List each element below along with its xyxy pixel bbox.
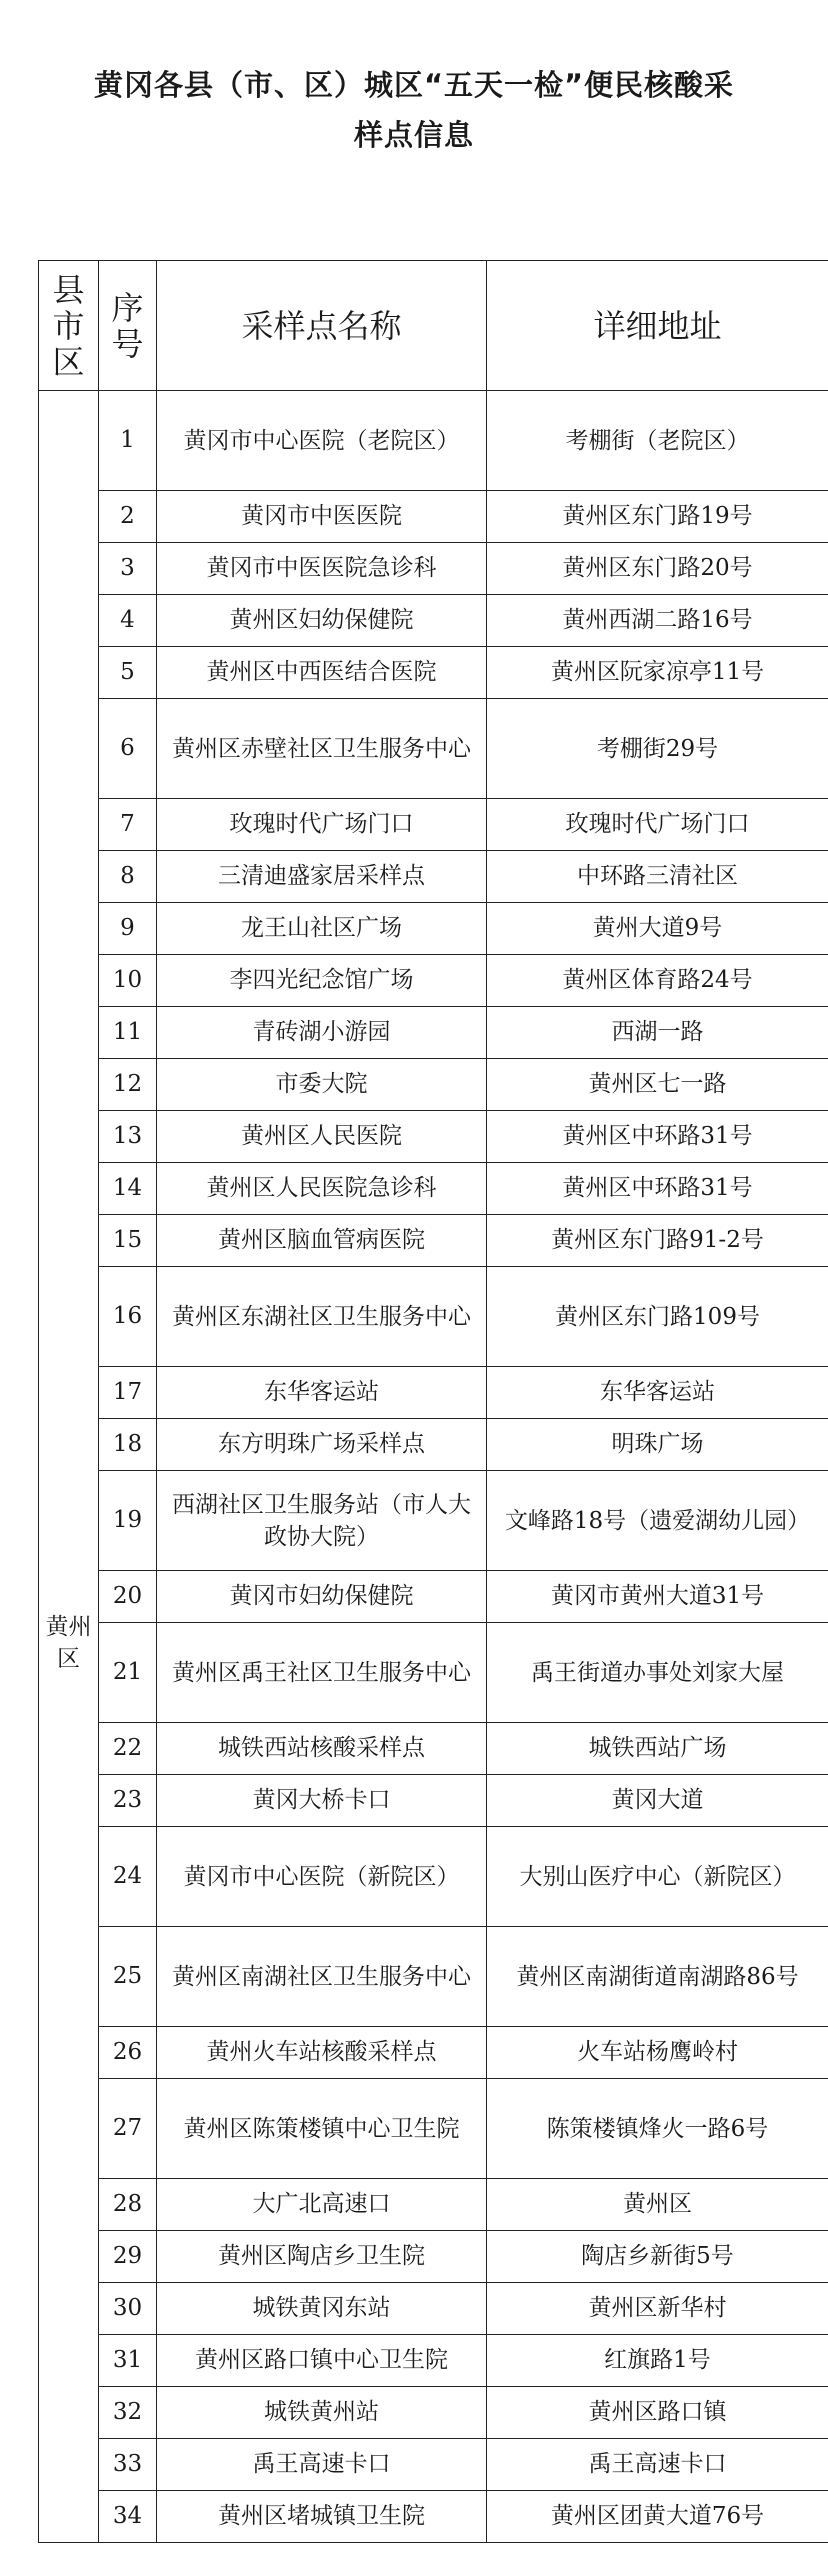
table-row bbox=[39, 1571, 828, 1623]
row-site-name: 黄州区赤壁社区卫生服务中心 bbox=[157, 699, 487, 799]
row-seq: 17 bbox=[99, 1367, 157, 1419]
row-site-name: 龙王山社区广场 bbox=[157, 903, 487, 955]
table-row bbox=[39, 699, 828, 799]
row-seq: 26 bbox=[99, 2027, 157, 2079]
row-seq: 5 bbox=[99, 647, 157, 699]
row-site-name: 三清迪盛家居采样点 bbox=[157, 851, 487, 903]
header-district-char-2: 市 bbox=[52, 306, 85, 345]
row-site-name: 东方明珠广场采样点 bbox=[157, 1419, 487, 1471]
row-seq: 21 bbox=[99, 1623, 157, 1723]
row-address: 考棚街（老院区） bbox=[487, 391, 828, 491]
row-seq: 14 bbox=[99, 1163, 157, 1215]
table-row bbox=[39, 2179, 828, 2231]
row-site-name: 黄州区禹王社区卫生服务中心 bbox=[157, 1623, 487, 1723]
row-address: 黄州大道9号 bbox=[487, 903, 828, 955]
row-site-name: 禹王高速卡口 bbox=[157, 2439, 487, 2491]
row-site-name: 东华客运站 bbox=[157, 1367, 487, 1419]
row-site-name: 城铁黄州站 bbox=[157, 2387, 487, 2439]
table-row bbox=[39, 1827, 828, 1927]
row-address: 禹王街道办事处刘家大屋 bbox=[487, 1623, 828, 1723]
row-seq: 2 bbox=[99, 491, 157, 543]
row-seq: 12 bbox=[99, 1059, 157, 1111]
row-site-name: 黄冈大桥卡口 bbox=[157, 1775, 487, 1827]
row-address: 黄州区新华村 bbox=[487, 2283, 828, 2335]
row-address: 明珠广场 bbox=[487, 1419, 828, 1471]
row-site-name: 黄州区堵城镇卫生院 bbox=[157, 2491, 487, 2543]
table-row bbox=[39, 647, 828, 699]
header-district-char-1: 县 bbox=[52, 270, 85, 309]
row-site-name: 黄冈市中医医院急诊科 bbox=[157, 543, 487, 595]
row-site-name: 城铁西站核酸采样点 bbox=[157, 1723, 487, 1775]
header-district bbox=[39, 261, 99, 391]
row-site-name: 黄冈市中医医院 bbox=[157, 491, 487, 543]
row-seq: 1 bbox=[99, 391, 157, 491]
district-char: 黄州 bbox=[45, 1614, 92, 1640]
row-address: 黄州区中环路31号 bbox=[487, 1163, 828, 1215]
district-char: 区 bbox=[57, 1646, 80, 1672]
table-row bbox=[39, 799, 828, 851]
row-site-name: 城铁黄冈东站 bbox=[157, 2283, 487, 2335]
table-row bbox=[39, 1623, 828, 1723]
row-seq: 29 bbox=[99, 2231, 157, 2283]
row-site-name: 黄冈市中心医院（老院区） bbox=[157, 391, 487, 491]
sampling-sites-table bbox=[38, 260, 828, 2543]
row-address: 西湖一路 bbox=[487, 1007, 828, 1059]
row-seq: 25 bbox=[99, 1927, 157, 2027]
table-row bbox=[39, 1267, 828, 1367]
row-site-name: 黄冈市中心医院（新院区） bbox=[157, 1827, 487, 1927]
row-address: 大别山医疗中心（新院区） bbox=[487, 1827, 828, 1927]
row-seq: 11 bbox=[99, 1007, 157, 1059]
row-address: 黄州区中环路31号 bbox=[487, 1111, 828, 1163]
row-seq: 10 bbox=[99, 955, 157, 1007]
table-row bbox=[39, 1007, 828, 1059]
row-site-name: 青砖湖小游园 bbox=[157, 1007, 487, 1059]
header-name: 采样点名称 bbox=[157, 261, 487, 391]
row-address: 黄州区东门路20号 bbox=[487, 543, 828, 595]
row-address: 黄州区东门路19号 bbox=[487, 491, 828, 543]
row-seq: 15 bbox=[99, 1215, 157, 1267]
header-district-char-3: 区 bbox=[52, 342, 85, 381]
table-row bbox=[39, 2027, 828, 2079]
row-seq: 23 bbox=[99, 1775, 157, 1827]
row-site-name: 大广北高速口 bbox=[157, 2179, 487, 2231]
row-seq: 18 bbox=[99, 1419, 157, 1471]
row-seq: 13 bbox=[99, 1111, 157, 1163]
table-row bbox=[39, 1419, 828, 1471]
row-address: 禹王高速卡口 bbox=[487, 2439, 828, 2491]
table-row bbox=[39, 491, 828, 543]
row-seq: 9 bbox=[99, 903, 157, 955]
row-seq: 4 bbox=[99, 595, 157, 647]
table-header-row bbox=[39, 261, 828, 391]
row-address: 陶店乡新街5号 bbox=[487, 2231, 828, 2283]
table-row bbox=[39, 2439, 828, 2491]
row-seq: 19 bbox=[99, 1471, 157, 1571]
row-seq: 8 bbox=[99, 851, 157, 903]
row-address: 东华客运站 bbox=[487, 1367, 828, 1419]
header-seq bbox=[99, 261, 157, 391]
row-address: 黄州西湖二路16号 bbox=[487, 595, 828, 647]
table-row bbox=[39, 2491, 828, 2543]
table-row bbox=[39, 1367, 828, 1419]
header-seq-char-2: 号 bbox=[111, 324, 144, 363]
table-row bbox=[39, 1215, 828, 1267]
table-row bbox=[39, 1059, 828, 1111]
row-site-name: 黄州区中西医结合医院 bbox=[157, 647, 487, 699]
row-site-name: 黄州区人民医院急诊科 bbox=[157, 1163, 487, 1215]
table-row bbox=[39, 1111, 828, 1163]
row-address: 黄州区七一路 bbox=[487, 1059, 828, 1111]
table-row bbox=[39, 1775, 828, 1827]
row-seq: 7 bbox=[99, 799, 157, 851]
table-row bbox=[39, 595, 828, 647]
row-site-name: 黄州区脑血管病医院 bbox=[157, 1215, 487, 1267]
row-seq: 3 bbox=[99, 543, 157, 595]
row-seq: 27 bbox=[99, 2079, 157, 2179]
row-site-name: 黄州区东湖社区卫生服务中心 bbox=[157, 1267, 487, 1367]
row-site-name: 市委大院 bbox=[157, 1059, 487, 1111]
row-address: 黄州区东门路109号 bbox=[487, 1267, 828, 1367]
row-seq: 34 bbox=[99, 2491, 157, 2543]
table-row bbox=[39, 1163, 828, 1215]
row-address: 黄州区南湖街道南湖路86号 bbox=[487, 1927, 828, 2027]
table-row bbox=[39, 903, 828, 955]
row-address: 中环路三清社区 bbox=[487, 851, 828, 903]
row-seq: 6 bbox=[99, 699, 157, 799]
row-address: 黄冈大道 bbox=[487, 1775, 828, 1827]
row-site-name: 黄冈市妇幼保健院 bbox=[157, 1571, 487, 1623]
row-seq: 20 bbox=[99, 1571, 157, 1623]
row-address: 黄州区团黄大道76号 bbox=[487, 2491, 828, 2543]
table-row bbox=[39, 2231, 828, 2283]
row-site-name: 李四光纪念馆广场 bbox=[157, 955, 487, 1007]
page-title bbox=[30, 60, 798, 160]
row-seq: 32 bbox=[99, 2387, 157, 2439]
row-address: 黄州区东门路91-2号 bbox=[487, 1215, 828, 1267]
table-row bbox=[39, 955, 828, 1007]
table-row bbox=[39, 851, 828, 903]
table-row bbox=[39, 1723, 828, 1775]
row-address: 红旗路1号 bbox=[487, 2335, 828, 2387]
row-address: 黄州区体育路24号 bbox=[487, 955, 828, 1007]
row-seq: 28 bbox=[99, 2179, 157, 2231]
title-line-2: 样点信息 bbox=[353, 118, 474, 152]
row-site-name: 黄州区陈策楼镇中心卫生院 bbox=[157, 2079, 487, 2179]
row-seq: 30 bbox=[99, 2283, 157, 2335]
row-address: 玫瑰时代广场门口 bbox=[487, 799, 828, 851]
row-site-name: 黄州区路口镇中心卫生院 bbox=[157, 2335, 487, 2387]
table-row bbox=[39, 2387, 828, 2439]
row-seq: 31 bbox=[99, 2335, 157, 2387]
row-address: 考棚街29号 bbox=[487, 699, 828, 799]
table-row bbox=[39, 1471, 828, 1571]
table-row bbox=[39, 2335, 828, 2387]
row-site-name: 黄州区妇幼保健院 bbox=[157, 595, 487, 647]
header-address: 详细地址 bbox=[487, 261, 828, 391]
row-site-name: 黄州火车站核酸采样点 bbox=[157, 2027, 487, 2079]
row-site-name: 黄州区陶店乡卫生院 bbox=[157, 2231, 487, 2283]
row-site-name: 西湖社区卫生服务站（市人大政协大院） bbox=[157, 1471, 487, 1571]
row-seq: 16 bbox=[99, 1267, 157, 1367]
row-site-name: 玫瑰时代广场门口 bbox=[157, 799, 487, 851]
district-cell bbox=[39, 391, 99, 2543]
table-row bbox=[39, 391, 828, 491]
row-address: 文峰路18号（遗爱湖幼儿园） bbox=[487, 1471, 828, 1571]
row-seq: 33 bbox=[99, 2439, 157, 2491]
table-row bbox=[39, 1927, 828, 2027]
row-seq: 22 bbox=[99, 1723, 157, 1775]
row-seq: 24 bbox=[99, 1827, 157, 1927]
row-site-name: 黄州区南湖社区卫生服务中心 bbox=[157, 1927, 487, 2027]
table-row bbox=[39, 2079, 828, 2179]
row-address: 黄州区阮家凉亭11号 bbox=[487, 647, 828, 699]
row-address: 黄州区路口镇 bbox=[487, 2387, 828, 2439]
table-row bbox=[39, 2283, 828, 2335]
row-address: 火车站杨鹰岭村 bbox=[487, 2027, 828, 2079]
row-site-name: 黄州区人民医院 bbox=[157, 1111, 487, 1163]
table-body bbox=[39, 391, 828, 2543]
header-seq-char-1: 序 bbox=[111, 288, 144, 327]
table-row bbox=[39, 543, 828, 595]
row-address: 黄冈市黄州大道31号 bbox=[487, 1571, 828, 1623]
title-line-1: 黄冈各县（市、区）城区“五天一检”便民核酸采 bbox=[93, 68, 735, 102]
row-address: 城铁西站广场 bbox=[487, 1723, 828, 1775]
row-address: 陈策楼镇烽火一路6号 bbox=[487, 2079, 828, 2179]
row-address: 黄州区 bbox=[487, 2179, 828, 2231]
